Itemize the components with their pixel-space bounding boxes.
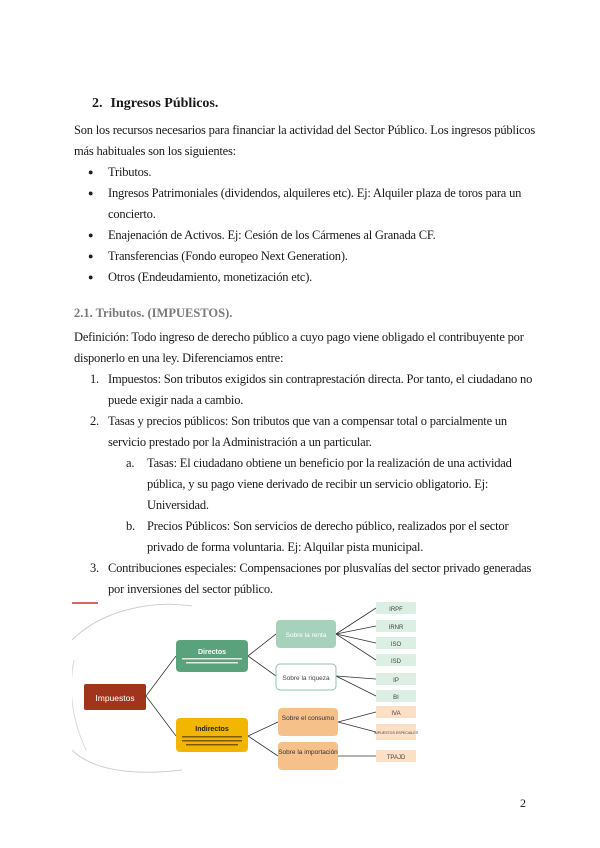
root-label: Impuestos xyxy=(95,693,135,703)
list-item: ● Otros (Endeudamiento, monetización etc). xyxy=(90,267,530,288)
leaf-label: BI xyxy=(393,695,399,701)
definition-paragraph: Definición: Todo ingreso de derecho público a cuyo pago viene obligado el contribuyente por disponerlo en una ley. Diferenciamos entre: xyxy=(74,330,524,365)
item-marker: a. xyxy=(126,456,135,470)
importacion-label: Sobre la importación xyxy=(278,749,338,756)
tributes-list xyxy=(90,369,536,600)
decor-curve xyxy=(72,750,182,772)
decor-curve xyxy=(72,660,86,750)
leaf-label: IP xyxy=(393,678,399,684)
tax-diagram xyxy=(72,600,432,776)
item-text: Precios Públicos: Son servicios de derecho público, realizados por el sector privado de forma voluntaria. Ej: Alquilar pista municipal. xyxy=(147,519,509,554)
importacion-node xyxy=(278,742,338,770)
directos-text-line xyxy=(182,658,242,660)
section-number: 2. xyxy=(92,96,103,111)
section-title: Ingresos Públicos. xyxy=(110,96,219,111)
leaf-label: IRNR xyxy=(388,625,404,631)
consumo-node xyxy=(278,708,338,736)
section-heading xyxy=(92,96,218,112)
sub-list-item xyxy=(126,453,536,516)
indirectos-text-line xyxy=(182,740,242,742)
item-text: Tasas y precios públicos: Son tributos que van a compensar total o parcialmente un servicio prestado por la Administración a un particular. xyxy=(108,414,507,449)
list-item: ● Transferencias (Fondo europeo Next Generation). xyxy=(90,246,530,267)
renta-label: Sobre la renta xyxy=(285,632,327,639)
list-item xyxy=(90,369,536,411)
directos-text-line xyxy=(186,662,238,664)
indirectos-text-line xyxy=(182,736,242,738)
page-number: 2 xyxy=(520,796,526,810)
leaf-label: IMPUESTOS ESPECIALES xyxy=(373,731,419,735)
leaf-label: IRPF xyxy=(389,607,403,613)
indirectos-label: Indirectos xyxy=(195,726,229,733)
indirectos-text-line xyxy=(186,744,238,746)
riqueza-label: Sobre la riqueza xyxy=(282,675,330,682)
directos-label: Directos xyxy=(197,649,227,656)
decor-curve xyxy=(72,604,192,640)
item-marker: 3. xyxy=(90,561,99,575)
indirectos-node xyxy=(176,718,248,752)
consumo-label: Sobre el consumo xyxy=(281,715,335,722)
leaf-label: ISO xyxy=(390,642,402,648)
item-text: Contribuciones especiales: Compensaciones por plusvalías del sector privado generadas por inversiones del sector público. xyxy=(108,561,532,596)
item-marker: 1. xyxy=(90,372,99,386)
intro-paragraph: Son los recursos necesarios para financiar la actividad del Sector Público. Los ingresos públicos más habituales son los siguientes: xyxy=(74,123,536,158)
item-text: Tasas: El ciudadano obtiene un beneficio por la realización de una actividad pública, y su pago viene derivado de recibir un servicio obligatorio. Ej: Universidad. xyxy=(147,456,512,512)
list-item: ● Ingresos Patrimoniales (dividendos, alquileres etc). Ej: Alquiler plaza de toros para un concierto. xyxy=(90,183,530,225)
list-item xyxy=(90,558,536,600)
sub-list-item xyxy=(126,516,536,558)
item-marker: b. xyxy=(126,519,135,533)
item-text: Impuestos: Son tributos exigidos sin contraprestación directa. Por tanto, el ciudadano no puede exigir nada a cambio. xyxy=(108,372,533,407)
list-item xyxy=(90,411,536,558)
item-marker: 2. xyxy=(90,414,99,428)
subsection-heading: 2.1. Tributos. (IMPUESTOS). xyxy=(74,306,233,320)
directos-node xyxy=(176,640,248,672)
income-list xyxy=(90,162,530,288)
sub-list xyxy=(126,453,536,558)
leaf-label: ISD xyxy=(390,659,402,665)
leaf-label: TPAJD xyxy=(386,755,406,761)
list-item: ● Enajenación de Activos. Ej: Cesión de los Cármenes al Granada CF. xyxy=(90,225,530,246)
list-item: ● Tributos. xyxy=(90,162,530,183)
leaf-label: IVA xyxy=(391,711,401,717)
